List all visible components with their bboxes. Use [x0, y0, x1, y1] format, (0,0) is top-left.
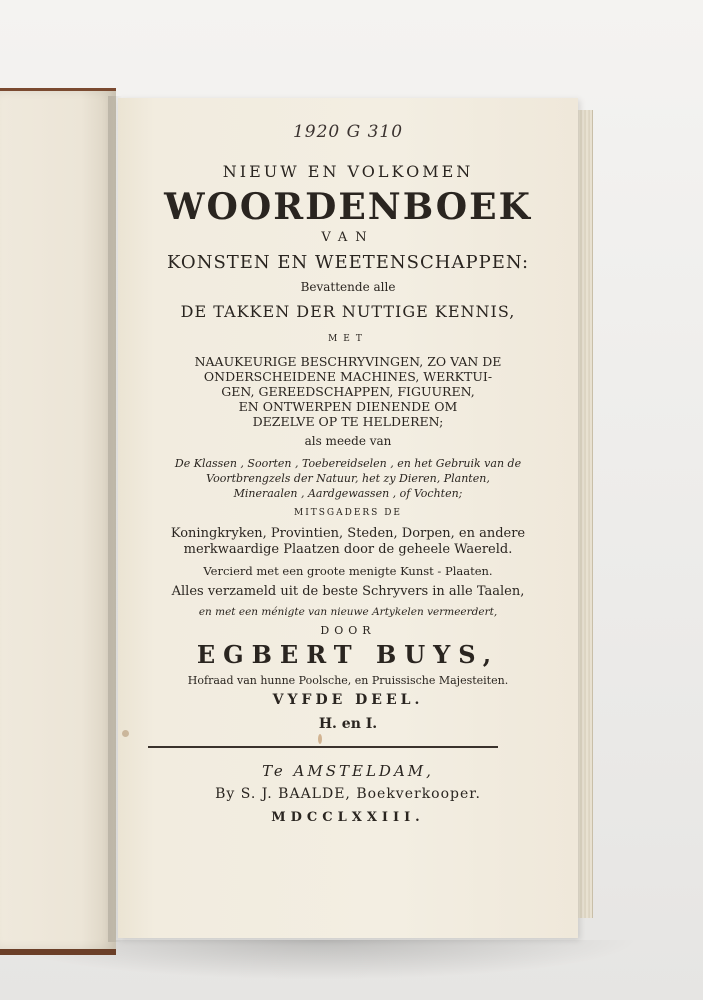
italic-line: Mineraalen , Aardgewassen , of Vochten; — [233, 487, 463, 500]
met-line: MET — [328, 334, 368, 344]
subtitle: KONSTEN EN WEETENSCHAPPEN: — [166, 252, 530, 273]
main-title: WOORDENBOEK — [164, 186, 532, 228]
door-line: DOOR — [320, 624, 376, 637]
title-line-1: NIEUW EN VOLKOMEN — [222, 162, 474, 181]
hofraad-line: Hofraad van hunne Poolsche, en Pruissische Majesteiten. — [187, 674, 509, 687]
menigte-line: en met een ménigte van nieuwe Artykelen vermeerdert, — [198, 606, 498, 618]
description-line: DEZELVE OP TE HELDEREN; — [252, 414, 444, 429]
description-block — [118, 354, 578, 429]
koningkryken-block — [118, 526, 578, 558]
description-line: GEN, GEREEDSCHAPPEN, FIGUUREN, — [221, 384, 475, 399]
italic-line: De Klassen , Soorten , Toebereidselen , en het Gebruik van de — [174, 457, 522, 470]
description-line: NAAUKEURIGE BESCHRYVINGEN, ZO VAN DE — [194, 354, 502, 369]
left-page — [0, 88, 116, 955]
year-line: MDCCLXXIII. — [271, 810, 425, 825]
te-amsterdam-line: Te AMSTELDAM, — [262, 762, 434, 780]
letters-line: H. en I. — [318, 716, 378, 732]
koningkryken-line: merkwaardige Plaatzen door de geheele Waereld. — [183, 542, 513, 557]
author-name: EGBERT BUYS, — [196, 640, 500, 669]
koningkryken-line: Koningkryken, Provintien, Steden, Dorpen, en andere — [170, 526, 526, 541]
foxing-spot — [318, 734, 322, 744]
takken-line: DE TAKKEN DER NUTTIGE KENNIS, — [180, 302, 516, 321]
description-line: ONDERSCHEIDENE MACHINES, WERKTUI- — [203, 369, 493, 384]
mitsgaders-line: MITSGADERS DE — [293, 508, 402, 518]
bevattende-line: Bevattende alle — [300, 280, 396, 294]
horizontal-rule — [148, 746, 498, 748]
publisher-line: By S. J. BAALDE, Boekverkooper. — [215, 786, 481, 802]
volume-line: VYFDE DEEL. — [272, 692, 424, 708]
title-page — [118, 98, 578, 938]
title-van: VAN — [321, 230, 375, 245]
vercierd-line: Vercierd met een groote menigte Kunst - Plaaten. — [203, 564, 493, 578]
alles-line: Alles verzameld uit de beste Schryvers in alle Taalen, — [171, 584, 525, 599]
shelfmark: 1920 G 310 — [292, 122, 404, 142]
description-line: EN ONTWERPEN DIENENDE OM — [238, 399, 458, 414]
italic-block — [118, 456, 578, 501]
italic-line: Voortbrengzels der Natuur, het zy Dieren, Planten, — [206, 472, 490, 485]
als-meede-line: als meede van — [304, 434, 392, 448]
